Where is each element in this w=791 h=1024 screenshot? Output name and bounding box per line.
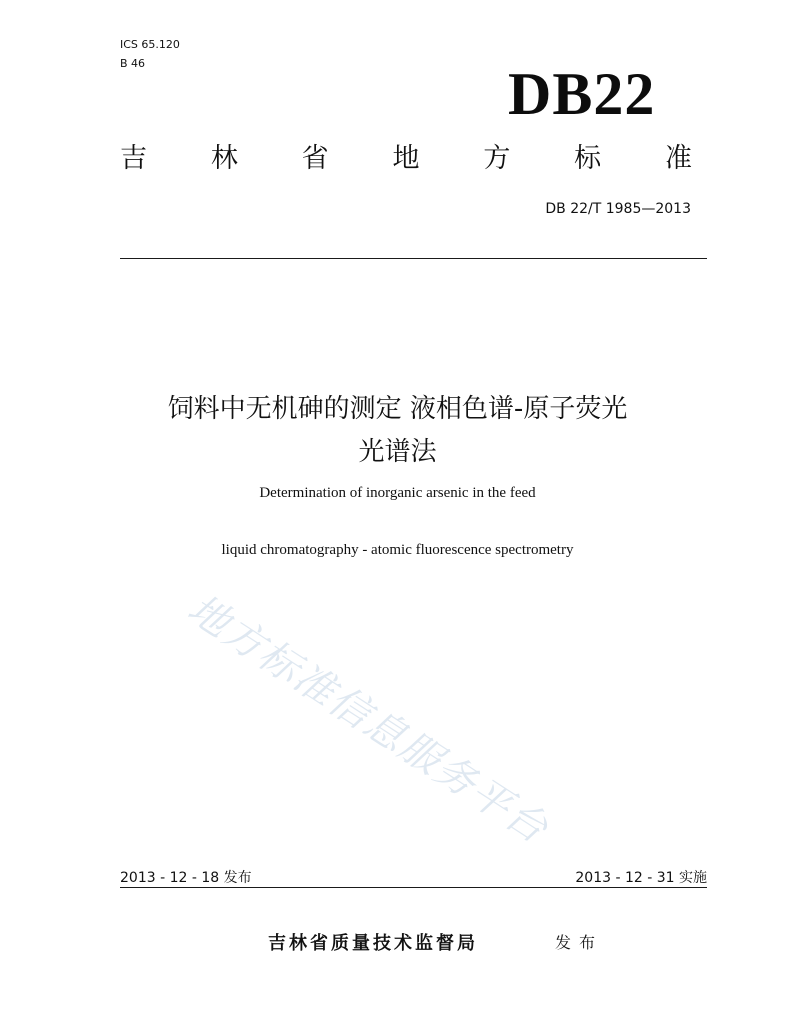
top-divider <box>120 258 707 259</box>
standard-type-char: 方 <box>483 143 511 174</box>
issue-label: 发布 <box>555 933 604 952</box>
standard-type-char: 准 <box>664 143 692 174</box>
title-english-line1: Determination of inorganic arsenic in the feed <box>259 485 536 501</box>
standard-type-char: 地 <box>392 143 420 174</box>
title-chinese-line1: 饲料中无机砷的测定 液相色谱-原子荧光 <box>167 394 628 424</box>
implementation-date: 2013 - 12 - 31 实施 <box>575 870 707 886</box>
ccs-code: B 46 <box>120 57 146 70</box>
watermark: 地方标准信息服务平台 <box>179 585 557 854</box>
standard-type-char: 省 <box>301 143 329 174</box>
title-english-line2: liquid chromatography - atomic fluorescence spectrometry <box>221 542 574 558</box>
standard-number: DB 22/T 1985—2013 <box>545 201 691 217</box>
standard-type-char: 吉 <box>120 143 147 174</box>
issue-date: 2013 - 12 - 18 发布 <box>120 870 252 886</box>
bottom-divider <box>120 887 707 888</box>
standard-type <box>120 141 692 177</box>
standard-logo: DB22 <box>508 61 656 127</box>
title-chinese-line2: 光谱法 <box>358 437 437 467</box>
standard-type-char: 林 <box>210 143 238 174</box>
ics-code: ICS 65.120 <box>120 38 180 51</box>
standard-type-char: 标 <box>574 143 602 174</box>
issuing-authority: 吉林省质量技术监督局 <box>268 933 478 954</box>
